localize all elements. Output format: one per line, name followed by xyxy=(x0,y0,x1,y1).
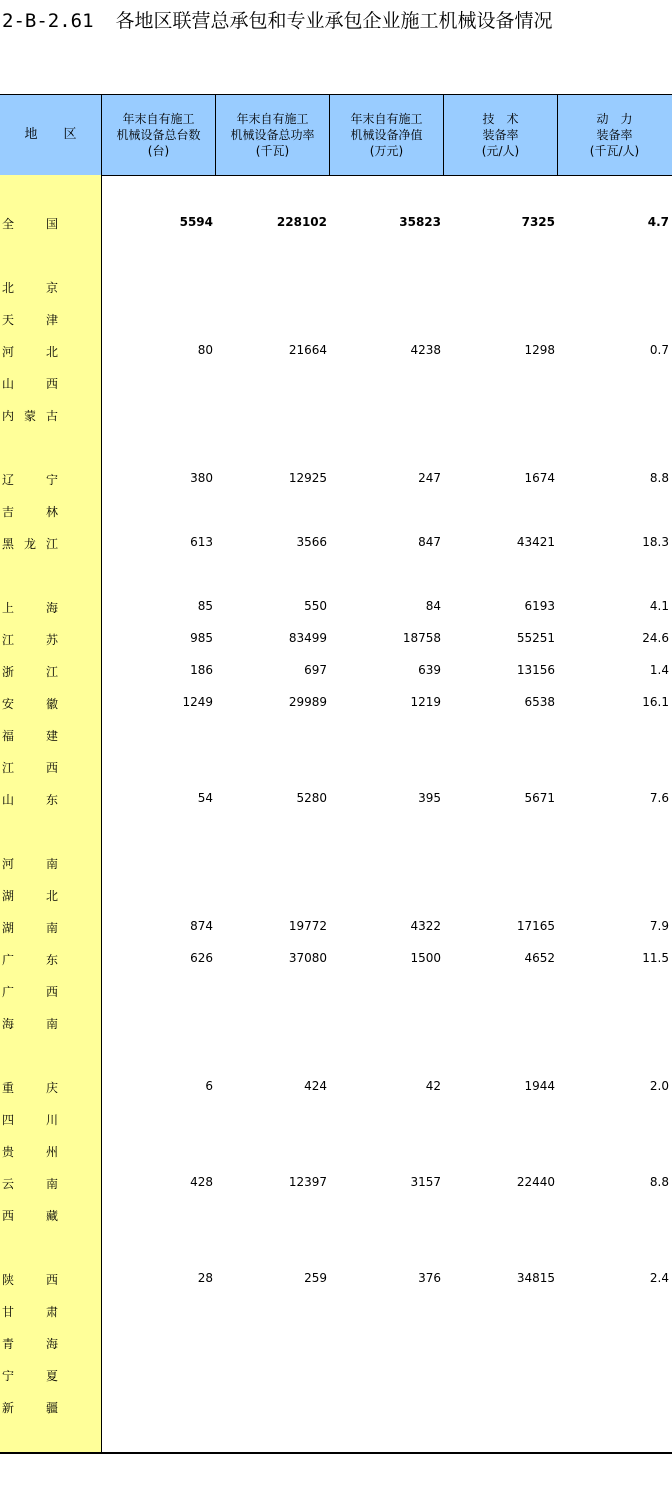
cell-tech-equipment-rate: 43421 xyxy=(516,535,555,549)
table-row xyxy=(0,949,672,969)
cell-tech-equipment-rate: 6538 xyxy=(524,695,555,709)
cell-tech-equipment-rate: 4652 xyxy=(524,951,555,965)
region-char: 重 xyxy=(2,1081,15,1095)
cell-equipment-power: 228102 xyxy=(276,215,327,229)
cell-equipment-count: 80 xyxy=(197,343,213,357)
cell-equipment-power: 5280 xyxy=(296,791,327,805)
region-name xyxy=(2,1015,58,1032)
region-char: 南 xyxy=(45,1017,58,1031)
region-name xyxy=(2,791,58,808)
region-name xyxy=(2,1175,58,1192)
region-char: 南 xyxy=(45,1177,58,1191)
region-name xyxy=(2,855,58,872)
cell-equipment-power: 259 xyxy=(304,1271,327,1285)
cell-tech-equipment-rate: 22440 xyxy=(516,1175,555,1189)
cell-equipment-net-value: 395 xyxy=(418,791,441,805)
region-char: 庆 xyxy=(45,1081,58,1095)
table-row xyxy=(0,853,672,873)
cell-equipment-power: 83499 xyxy=(288,631,327,645)
region-name xyxy=(2,1271,58,1288)
region-char: 川 xyxy=(45,1113,58,1127)
region-char: 湖 xyxy=(2,889,15,903)
region-char: 四 xyxy=(2,1113,15,1127)
table-row xyxy=(0,757,672,777)
region-char: 南 xyxy=(45,921,58,935)
table-row xyxy=(0,1365,672,1385)
region-name xyxy=(2,407,58,424)
region-char: 福 xyxy=(2,729,15,743)
table-row xyxy=(0,373,672,393)
table-row xyxy=(0,341,672,361)
cell-power-equipment-rate: 16.1 xyxy=(642,695,669,709)
cell-equipment-count: 5594 xyxy=(179,215,213,229)
region-char: 浙 xyxy=(2,665,15,679)
region-name xyxy=(2,887,58,904)
page-title xyxy=(2,6,553,33)
cell-power-equipment-rate: 11.5 xyxy=(642,951,669,965)
cell-equipment-power: 3566 xyxy=(296,535,327,549)
table-row xyxy=(0,533,672,553)
region-name xyxy=(2,599,58,616)
table-row xyxy=(0,661,672,681)
region-char: 云 xyxy=(2,1177,15,1191)
region-char: 海 xyxy=(45,601,58,615)
region-char: 西 xyxy=(45,1273,58,1287)
region-char: 青 xyxy=(2,1337,15,1351)
cell-power-equipment-rate: 1.4 xyxy=(649,663,669,677)
table-row xyxy=(0,1141,672,1161)
region-char: 安 xyxy=(2,697,15,711)
cell-equipment-power: 697 xyxy=(304,663,327,677)
table-row xyxy=(0,1333,672,1353)
table-row xyxy=(0,597,672,617)
cell-equipment-count: 626 xyxy=(190,951,213,965)
cell-tech-equipment-rate: 6193 xyxy=(524,599,555,613)
region-char: 西 xyxy=(45,377,58,391)
region-char: 天 xyxy=(2,313,15,327)
table-row xyxy=(0,1205,672,1225)
cell-equipment-net-value: 18758 xyxy=(402,631,441,645)
cell-tech-equipment-rate: 55251 xyxy=(516,631,555,645)
table-row xyxy=(0,309,672,329)
region-char: 夏 xyxy=(45,1369,58,1383)
cell-equipment-net-value: 4322 xyxy=(410,919,441,933)
cell-equipment-power: 29989 xyxy=(288,695,327,709)
region-name xyxy=(2,631,58,648)
region-char: 徽 xyxy=(45,697,58,711)
cell-equipment-count: 1249 xyxy=(182,695,213,709)
table-row xyxy=(0,885,672,905)
cell-tech-equipment-rate: 5671 xyxy=(524,791,555,805)
region-name xyxy=(2,663,58,680)
region-name xyxy=(2,311,58,328)
table-row xyxy=(0,1013,672,1033)
region-char: 龙 xyxy=(23,537,36,551)
region-name xyxy=(2,343,58,360)
table-row xyxy=(0,1109,672,1129)
cell-equipment-net-value: 1500 xyxy=(410,951,441,965)
cell-equipment-count: 985 xyxy=(190,631,213,645)
cell-equipment-count: 6 xyxy=(205,1079,213,1093)
region-name xyxy=(2,951,58,968)
region-char: 江 xyxy=(2,633,15,647)
cell-power-equipment-rate: 0.7 xyxy=(649,343,669,357)
region-char: 宁 xyxy=(2,1369,15,1383)
table-row xyxy=(0,405,672,425)
region-char: 黑 xyxy=(2,537,15,551)
cell-equipment-net-value: 3157 xyxy=(410,1175,441,1189)
table-row xyxy=(0,469,672,489)
region-name xyxy=(2,215,58,232)
column-divider xyxy=(329,94,330,175)
cell-tech-equipment-rate: 17165 xyxy=(516,919,555,933)
cell-equipment-net-value: 35823 xyxy=(399,215,441,229)
cell-equipment-power: 19772 xyxy=(288,919,327,933)
cell-equipment-count: 186 xyxy=(190,663,213,677)
region-char: 肃 xyxy=(45,1305,58,1319)
cell-power-equipment-rate: 7.9 xyxy=(649,919,669,933)
region-char: 州 xyxy=(45,1145,58,1159)
cell-power-equipment-rate: 18.3 xyxy=(642,535,669,549)
region-char: 西 xyxy=(45,761,58,775)
region-name xyxy=(2,1367,58,1384)
table-row xyxy=(0,789,672,809)
cell-equipment-power: 550 xyxy=(304,599,327,613)
cell-equipment-net-value: 1219 xyxy=(410,695,441,709)
region-char: 贵 xyxy=(2,1145,15,1159)
table-row xyxy=(0,213,672,233)
cell-equipment-count: 85 xyxy=(197,599,213,613)
region-char: 新 xyxy=(2,1401,15,1415)
region-name xyxy=(2,1335,58,1352)
table-row xyxy=(0,725,672,745)
cell-tech-equipment-rate: 34815 xyxy=(516,1271,555,1285)
region-char: 藏 xyxy=(45,1209,58,1223)
region-name xyxy=(2,695,58,712)
region-name xyxy=(2,1079,58,1096)
cell-equipment-count: 28 xyxy=(197,1271,213,1285)
table-bottom-border xyxy=(0,1452,672,1454)
cell-power-equipment-rate: 2.4 xyxy=(649,1271,669,1285)
region-char: 古 xyxy=(45,409,58,423)
cell-tech-equipment-rate: 7325 xyxy=(521,215,555,229)
table-title: 各地区联营总承包和专业承包企业施工机械设备情况 xyxy=(115,10,553,32)
region-column xyxy=(0,175,102,1452)
region-char: 江 xyxy=(2,761,15,775)
region-char: 北 xyxy=(45,889,58,903)
cell-power-equipment-rate: 7.6 xyxy=(649,791,669,805)
region-char: 南 xyxy=(45,857,58,871)
table-row xyxy=(0,693,672,713)
region-char: 吉 xyxy=(2,505,15,519)
table-row xyxy=(0,1077,672,1097)
region-char: 京 xyxy=(45,281,58,295)
region-char: 河 xyxy=(2,857,15,871)
table-row xyxy=(0,981,672,1001)
region-name xyxy=(2,919,58,936)
region-char: 陕 xyxy=(2,1273,15,1287)
region-name xyxy=(2,503,58,520)
column-divider xyxy=(557,94,558,175)
cell-equipment-power: 12925 xyxy=(288,471,327,485)
table-row xyxy=(0,501,672,521)
table-row xyxy=(0,277,672,297)
cell-equipment-net-value: 376 xyxy=(418,1271,441,1285)
region-char: 东 xyxy=(45,793,58,807)
region-char: 甘 xyxy=(2,1305,15,1319)
region-name xyxy=(2,279,58,296)
region-name xyxy=(2,535,58,552)
table-row xyxy=(0,917,672,937)
cell-equipment-count: 613 xyxy=(190,535,213,549)
cell-equipment-net-value: 42 xyxy=(425,1079,441,1093)
cell-power-equipment-rate: 24.6 xyxy=(642,631,669,645)
cell-equipment-count: 428 xyxy=(190,1175,213,1189)
region-char: 蒙 xyxy=(23,409,36,423)
region-char: 国 xyxy=(45,217,58,231)
cell-equipment-net-value: 639 xyxy=(418,663,441,677)
region-char: 山 xyxy=(2,377,15,391)
region-char: 全 xyxy=(2,217,15,231)
cell-equipment-count: 54 xyxy=(197,791,213,805)
column-divider xyxy=(215,94,216,175)
table-code: 2-B-2.61 xyxy=(2,10,94,32)
region-char: 北 xyxy=(2,281,15,295)
region-char: 西 xyxy=(45,985,58,999)
header-power-equipment-rate: 动 力 装备率 (千瓦/人) xyxy=(589,112,640,158)
region-name xyxy=(2,375,58,392)
region-char: 林 xyxy=(45,505,58,519)
region-char: 苏 xyxy=(45,633,58,647)
region-name xyxy=(2,1303,58,1320)
cell-equipment-count: 380 xyxy=(190,471,213,485)
cell-equipment-power: 424 xyxy=(304,1079,327,1093)
region-char: 北 xyxy=(45,345,58,359)
region-char: 海 xyxy=(45,1337,58,1351)
region-char: 江 xyxy=(45,665,58,679)
cell-power-equipment-rate: 4.1 xyxy=(649,599,669,613)
cell-tech-equipment-rate: 1298 xyxy=(524,343,555,357)
header-region: 地 区 xyxy=(24,127,77,142)
table-row xyxy=(0,1173,672,1193)
region-char: 海 xyxy=(2,1017,15,1031)
header-tech-equipment-rate: 技 术 装备率 (元/人) xyxy=(481,112,520,158)
region-name xyxy=(2,1143,58,1160)
cell-equipment-count: 874 xyxy=(190,919,213,933)
region-char: 山 xyxy=(2,793,15,807)
region-char: 西 xyxy=(2,1209,15,1223)
cell-power-equipment-rate: 8.8 xyxy=(649,471,669,485)
header-equipment-net-value: 年末自有施工 机械设备净值 (万元) xyxy=(350,112,423,158)
column-divider xyxy=(443,94,444,175)
region-name xyxy=(2,983,58,1000)
cell-tech-equipment-rate: 1944 xyxy=(524,1079,555,1093)
region-char: 东 xyxy=(45,953,58,967)
cell-equipment-power: 37080 xyxy=(288,951,327,965)
cell-equipment-net-value: 847 xyxy=(418,535,441,549)
cell-equipment-net-value: 4238 xyxy=(410,343,441,357)
region-char: 津 xyxy=(45,313,58,327)
region-char: 广 xyxy=(2,953,15,967)
table-row xyxy=(0,629,672,649)
region-char: 宁 xyxy=(45,473,58,487)
cell-power-equipment-rate: 2.0 xyxy=(649,1079,669,1093)
cell-tech-equipment-rate: 1674 xyxy=(524,471,555,485)
cell-equipment-net-value: 84 xyxy=(425,599,441,613)
region-char: 上 xyxy=(2,601,15,615)
table-row xyxy=(0,1301,672,1321)
cell-tech-equipment-rate: 13156 xyxy=(516,663,555,677)
table-row xyxy=(0,1269,672,1289)
cell-power-equipment-rate: 8.8 xyxy=(649,1175,669,1189)
region-char: 江 xyxy=(45,537,58,551)
cell-equipment-power: 21664 xyxy=(288,343,327,357)
region-char: 湖 xyxy=(2,921,15,935)
region-char: 疆 xyxy=(45,1401,58,1415)
header-equipment-count: 年末自有施工 机械设备总台数 (台) xyxy=(116,112,201,158)
table-row xyxy=(0,1397,672,1417)
region-char: 河 xyxy=(2,345,15,359)
region-name xyxy=(2,727,58,744)
region-name xyxy=(2,1111,58,1128)
region-char: 建 xyxy=(45,729,58,743)
region-char: 辽 xyxy=(2,473,15,487)
region-name xyxy=(2,1207,58,1224)
cell-equipment-net-value: 247 xyxy=(418,471,441,485)
region-char: 广 xyxy=(2,985,15,999)
header-equipment-power: 年末自有施工 机械设备总功率 (千瓦) xyxy=(230,112,315,158)
region-name xyxy=(2,759,58,776)
region-char: 内 xyxy=(2,409,15,423)
region-name xyxy=(2,1399,58,1416)
cell-power-equipment-rate: 4.7 xyxy=(647,215,669,229)
cell-equipment-power: 12397 xyxy=(288,1175,327,1189)
region-name xyxy=(2,471,58,488)
